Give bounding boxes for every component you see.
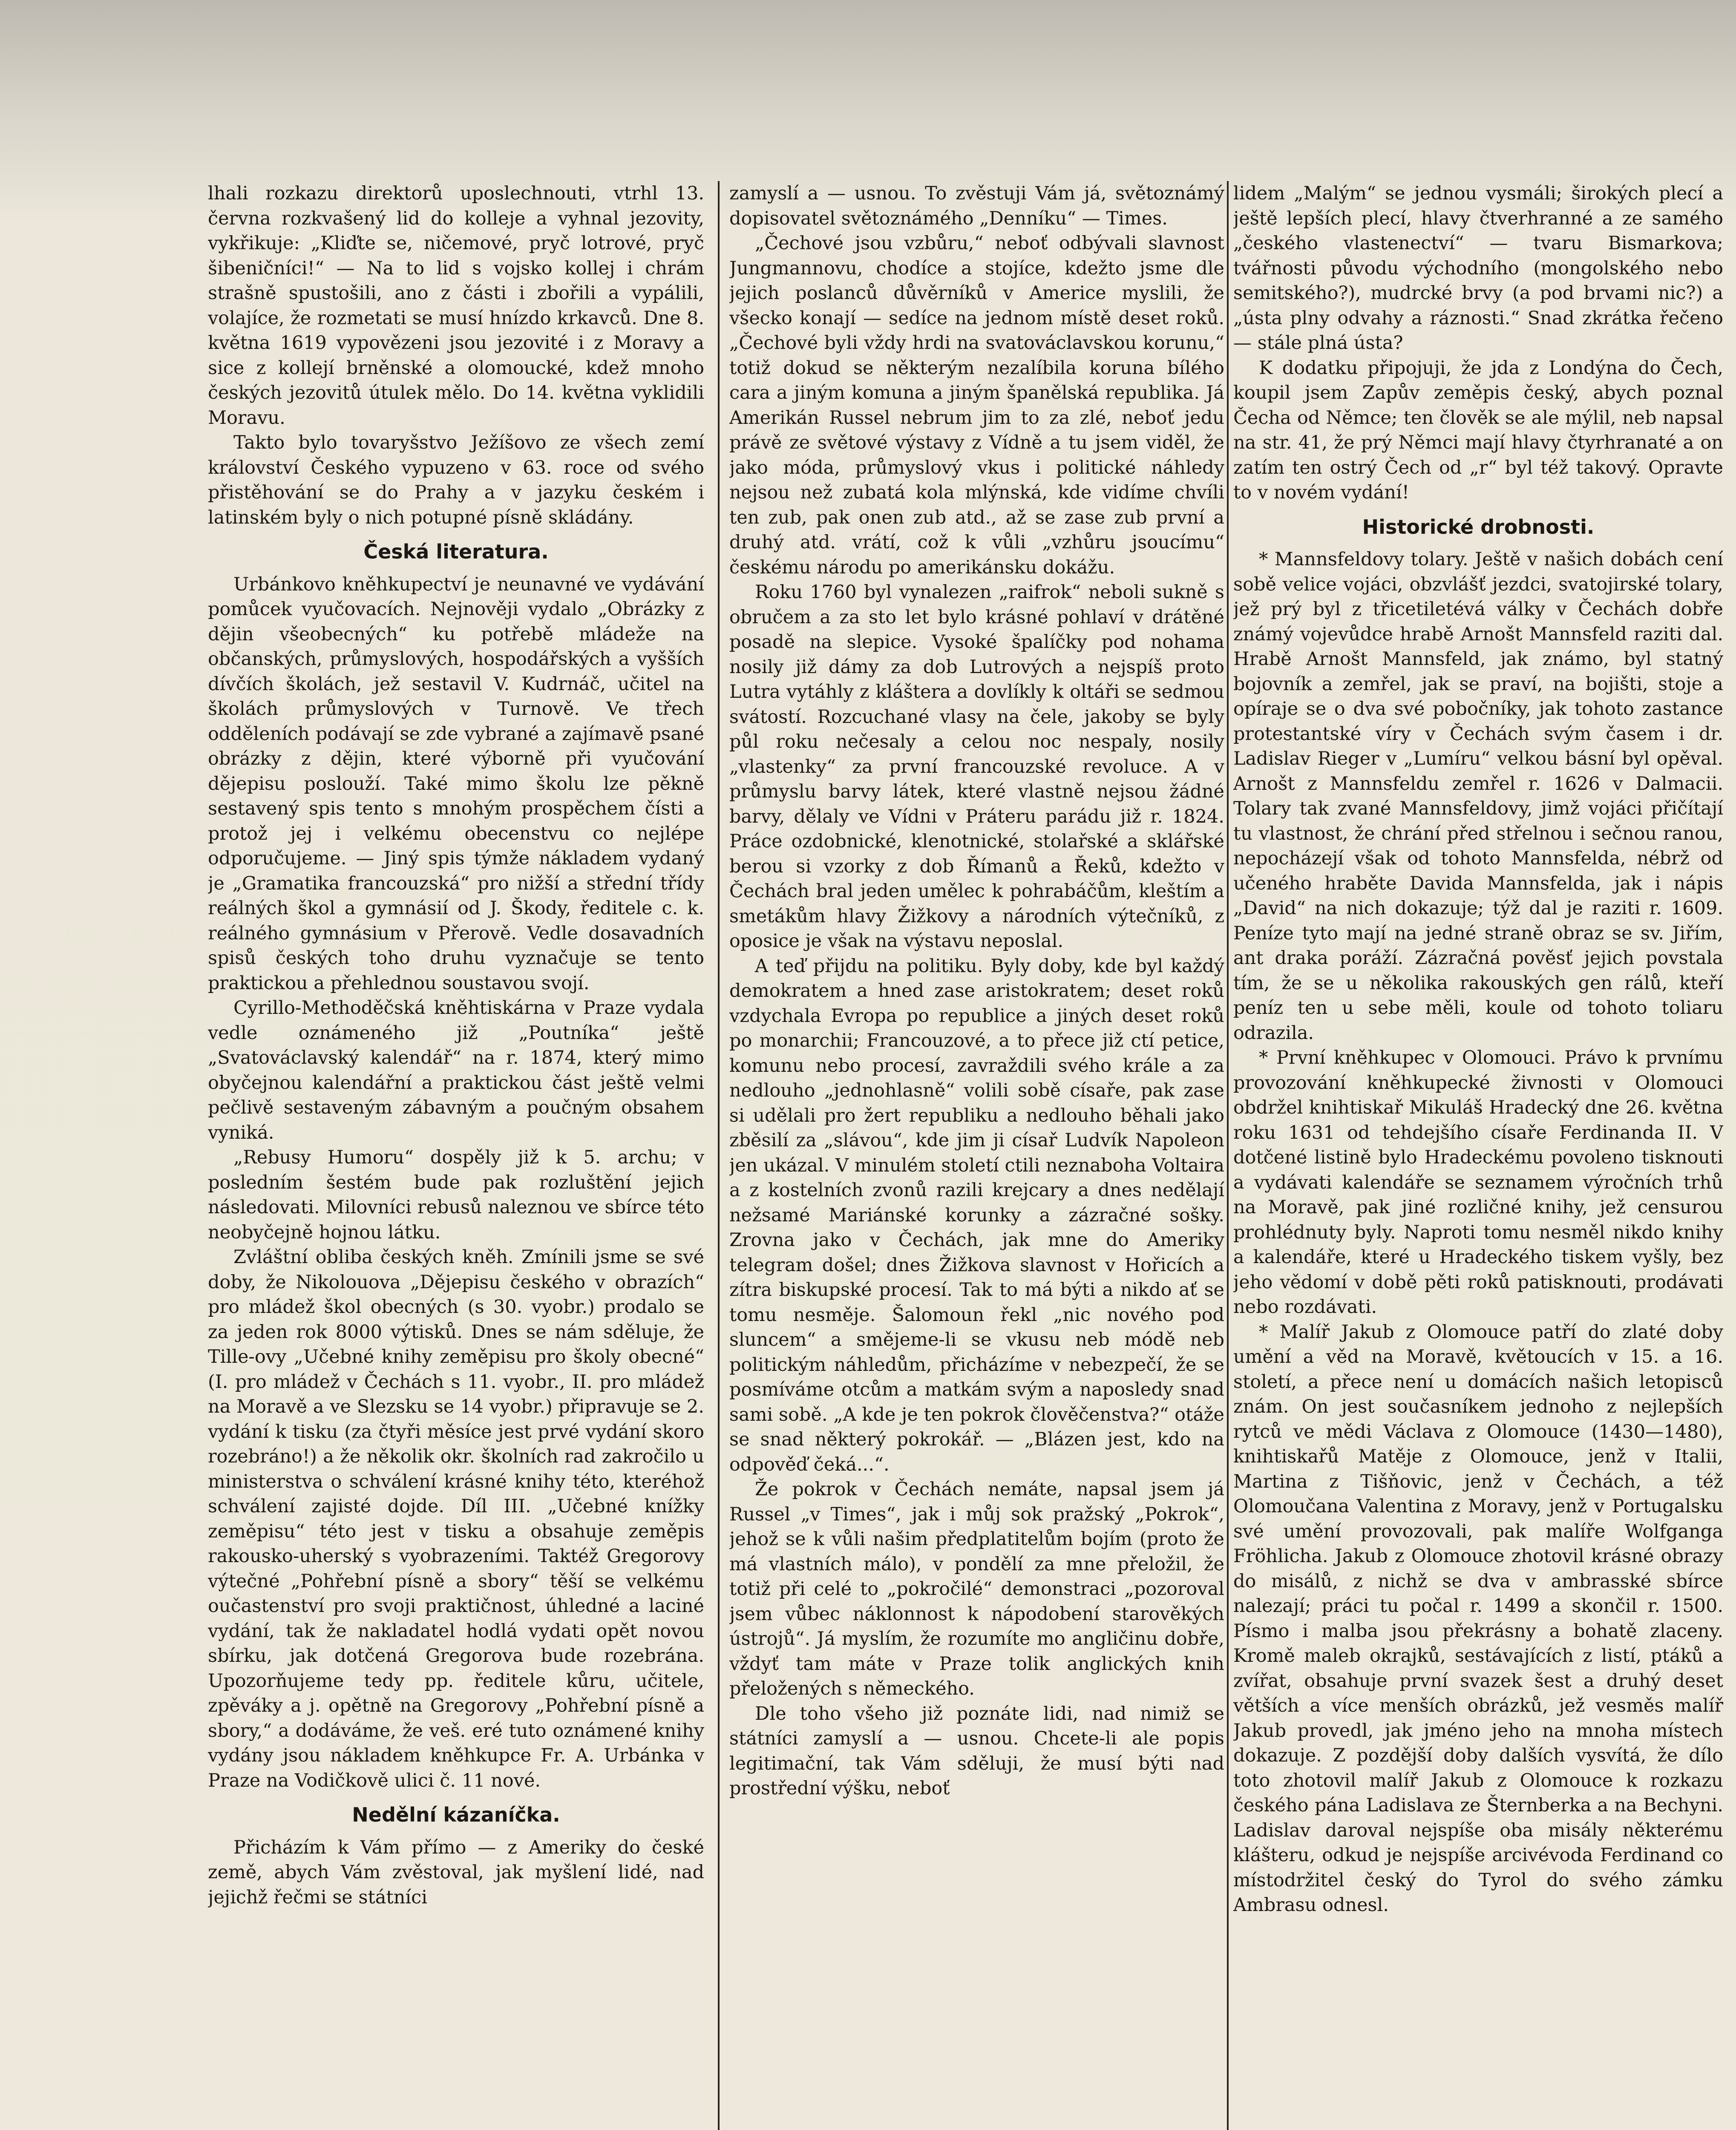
text-column-1 bbox=[208, 181, 704, 2130]
section-heading-historicke-drobnosti: Historické drobnosti. bbox=[1362, 515, 1595, 538]
section-heading-nedelni-kazanicka: Nedělní kázaníčka. bbox=[352, 1803, 560, 1826]
paragraph: lidem „Malým“ se jednou vysmáli; širokých plecí a ještě lepších plecí, hlavy čtverhranné a ze samého „českého vlastenectví“ — tvaru Bismarkova; tvářnosti původu východního (mongolského nebo semitského?), mudrcké brvy (a pod brvami nic?) a „ústa plny odvahy a ráznosti.“ Snad zkrátka řečeno — stále plná ústa? bbox=[1233, 183, 1723, 354]
paragraph: Přicházím k Vám přímo — z Ameriky do české země, abych Vám zvěstoval, jak myšlení lidé, nad jejichž řečmi se státníci bbox=[208, 1836, 704, 1908]
paragraph: lhali rozkazu direktorů uposlechnouti, vtrhl 13. června rozkvašený lid do kolleje a vyhnal jezovity, vykřikuje: „Kliďte se, ničemové, pryč lotrové, pryč šibeničníci!“ — Na to lid s vojsko kollej i chrám strašně spustošili, ano z části i zbořili a vypálili, volajíce, že rozmetati se musí hnízdo krkavců. Dne 8. května 1619 vypovězeni jsou jezovité i z Moravy a sice z kollejí brněnské a olomoucké, kdež mnoho českých jezovitů útulek mělo. Do 14. května vyklidili Moravu. bbox=[208, 183, 704, 429]
text-column-3 bbox=[1233, 181, 1723, 2130]
column-rule-left bbox=[718, 181, 720, 2130]
paragraph: A teď přijdu na politiku. Byly doby, kde byl každý demokratem a hned zase aristokratem; deset roků vzdychala Evropa po republice a jiných deset roků po monarchii; Francouzové, a to přece již ctí petice, komunu nebo procesí, zavraždili svého krále a za nedlouho „jednohlasně“ volili sobě císaře, pak zase si udělali pro žert republiku a nedlouho běhali jako zběsilí za „slávou“, kde jim ji císař Ludvík Napoleon jen ukázal. V minulém století ctili neznaboha Voltaira a z kostelních zvonů razili krejcary a dnes nedělají nežsamé Mariánské korunky a zázračné sošky. Zrovna jako v Čechách, jak mne do Ameriky telegram došel; dnes Žižkova slavnost v Hořicích a zítra biskupské procesí. Tak to má býti a nikdo ať se tomu nesměje. Šalomoun řekl „nic nového pod sluncem“ a smějeme-li se vkusu neb módě neb politickým náhledům, přicházíme v nebezpečí, že se posmíváme otcům a matkám svým a naposledy snad sami sobě. „A kde je ten pokrok člověčenstva?“ otáže se snad některý pokrokář. — „Blázen jest, kdo na odpověď čeká...“. bbox=[729, 955, 1224, 1475]
paragraph: * Mannsfeldovy tolary. Ještě v našich dobách cení sobě velice vojáci, obzvlášť jezdci, svatojirské tolary, jež prý byl z třicetiletévá války v Čechách dobře známý vojevůdce hrabě Arnošt Mannsfeld raziti dal. Hrabě Arnošt Mannsfeld, jak známo, byl statný bojovník a zemřel, jak se praví, na bojišti, stoje a opíraje se o dva své pobočníky, jak tohoto zastance protestantské víry v Čechách svým časem i dr. Ladislav Rieger v „Lumíru“ velkou básní byl opěval. Arnošt z Mannsfeldu zemřel r. 1626 v Dalmacii. Tolary tak zvané Mannsfeldovy, jimž vojáci přičítají tu vlastnost, že chrání před střelnou i sečnou ranou, nepocházejí však od tohoto Mannsfelda, nébrž od učeného hraběte Davida Mannsfelda, jak i nápis „David“ na nich dokazuje; týž dal je raziti r. 1609. Peníze tyto mají na jedné straně obraz se sv. Jiřím, ant draka poráží. Zázračná pověsť jejich povstala tím, že se u několika rakouských gen rálů, kteří peníz ten u sebe měli, koule od tohoto toliaru odrazila. bbox=[1233, 549, 1723, 1044]
paragraph: Zvláštní obliba českých kněh. Zmínili jsme se své doby, že Nikolouova „Dějepisu českého v obrazích“ pro mládež škol obecných (s 30. vyobr.) prodalo se za jeden rok 8000 výtisků. Dnes se nám sděluje, že Tille-ovy „Učebné knihy zeměpisu pro školy obecné“ (I. pro mládež v Čechách s 11. vyobr., II. pro mládež na Moravě a ve Slezsku se 14 vyobr.) připravuje se 2. vydání k tisku (za čtyři měsíce jest prvé vydání skoro rozebráno!) a že několik okr. školních rad zakročilo u ministerstva o schválení krásné knihy této, kteréhož schválení zajisté dojde. Díl III. „Učebné knížky zeměpisu“ této jest v tisku a obsahuje zeměpis rakousko-uherský s vyobrazeními. Taktéž Gregorovy výtečné „Pohřební písně a sbory“ těší se velkému oučastenství pro svoji praktičnost, úhledné a laciné vydání, tak že nakladatel hodlá vydati opět novou sbírku, jak dotčená Gregorova bude rozebrána. Upozorňujeme tedy pp. ředitele kůru, učitele, zpěváky a j. opětně na Gregorovy „Pohřební písně a sbory,“ a dodáváme, že veš. eré tuto oznámené knihy vydány jsou nákladem kněhkupce Fr. A. Urbánka v Praze na Vodičkově ulici č. 11 nové. bbox=[208, 1246, 704, 1791]
text-column-2 bbox=[729, 181, 1224, 2130]
column-rule-right bbox=[1227, 181, 1229, 2130]
paragraph: zamyslí a — usnou. To zvěstuji Vám já, světoznámý dopisovatel světoznámého „Denníku“ — Times. bbox=[729, 183, 1224, 229]
paragraph: * První kněhkupec v Olomouci. Právo k prvnímu provozování kněhkupecké živnosti v Olomouci obdržel knihtiskař Mikuláš Hradecký dne 26. května roku 1631 od tehdejšího císaře Ferdinanda II. V dotčené listině bylo Hradeckému povoleno tisknouti a vydávati kalendáře se seznamem výročních trhů na Moravě, pak jiné rozličné knihy, jež censurou prohlédnuty byly. Naproti tomu nesměl nikdo knihy a kalendáře, které u Hradeckého tiskem vyšly, bez jeho vědomí v době pěti roků patisknouti, prodávati nebo rozdávati. bbox=[1233, 1047, 1723, 1318]
paragraph: Cyrillo-Methoděčská kněhtiskárna v Praze vydala vedle oznámeného již „Poutníka“ ještě „Svatováclavský kalendář“ na r. 1874, který mimo obyčejnou kalendářní a praktickou část ještě velmi pečlivě sestaveným zábavným a poučným obsahem vyniká. bbox=[208, 997, 704, 1143]
paragraph: K dodatku připojuji, že jda z Londýna do Čech, koupil jsem Zapův zeměpis český, abych poznal Čecha od Němce; ten člověk se ale mýlil, neb napsal na str. 41, že prý Němci mají hlavy čtyrhranaté a on zatím ten ostrý Čech od „r“ byl též takový. Opravte to v novém vydání! bbox=[1233, 357, 1723, 503]
paragraph: Roku 1760 byl vynalezen „raifrok“ neboli sukně s obručem a za sto let bylo krásné pohlaví v drátěné posadě na slepice. Vysoké špalíčky pod nohama nosily již dámy za dob Lutrových a nejspíš proto Lutra vytáhly z kláštera a dovlíkly k oltáři se sedmou svátostí. Rozcuchané vlasy na čele, jakoby se byly půl roku nečesaly a celou noc nespaly, nosily „vlastenky“ za první francouzské revoluce. A v průmyslu barvy látek, které vlastně nejsou žádné barvy, dělaly ve Vídni v Práteru parádu již r. 1824. Práce ozdobnické, klenotnické, stolařské a sklářské berou si vzorky z dob Římanů a Řeků, kdežto v Čechách bral jeden umělec k pohrabáčům, kleštím a smetákům hlavy Žižkovy a národních výtečníků, z oposice je však na výstavu neposlal. bbox=[729, 581, 1224, 952]
section-heading-ceska-literatura: Česká literatura. bbox=[363, 540, 549, 563]
paragraph: Takto bylo tovaryšstvo Ježíšovo ze všech zemí království Českého vypuzeno v 63. roce od svého přistěhování se do Prahy a v jazyku českém i latinském byly o nich potupné písně skládány. bbox=[208, 432, 704, 528]
paragraph: „Čechové jsou vzbůru,“ neboť odbývali slavnost Jungmannovu, chodíce a stojíce, kdežto jsme dle jejich poslanců důvěrníků v Americe myslili, že všecko konají — sedíce na jednom místě deset roků. „Čechové byli vždy hrdi na svatováclavskou korunu,“ totiž dokud se některým nezalíbila koruna bílého cara a jiným komuna a jiným španělská republika. Já Amerikán Russel nebrum jim to za zlé, neboť jedu právě ze světové výstavy z Vídně a tu jsem viděl, že jako móda, průmyslový vkus i politické náhledy nejsou než zubatá kola mlýnská, kde vidíme chvíli ten zub, pak onen zub atd., až se zase zub první a druhý atd. vrátí, což k vůli „vzhůru jsoucímu“ českému národu po amerikánsku dokážu. bbox=[729, 233, 1224, 578]
paragraph: * Malíř Jakub z Olomouce patří do zlaté doby umění a věd na Moravě, květoucích v 15. a 16. století, a přece není u domácích našich letopisců znám. On jest současníkem jednoho z nejlepších rytců ve mědi Václava z Olomouce (1430—1480), knihtiskařů Matěje z Olomouce, jenž v Italii, Martina z Tišňovic, jenž v Čechách, a též Olomoučana Valentina z Moravy, jenž v Portugalsku své umění provozovali, pak malíře Wolfganga Fröhlicha. Jakub z Olomouce zhotovil krásné obrazy do misálů, z nichž se dva v ambrasské sbírce nalezají; práci tu počal r. 1499 a skončil r. 1500. Písmo i malba jsou překrásny a bohatě zlaceny. Kromě maleb okrajků, sestávajících z listí, ptáků a zvířat, obsahuje první svazek šest a druhý deset větších a více menších obrázků, jež vesměs malíř Jakub provedl, jak jméno jeho na mnoha místech dokazuje. Z pozdější doby dalších vysvítá, že dílo toto zhotovil malíř Jakub z Olomouce k rozkazu českého pána Ladislava ze Šternberka a na Bechyni. Ladislav daroval nejspíše oba misály některému klášteru, odkud je nejspíše arcivévoda Ferdinand co místodržitel český do Tyrol do svého zámku Ambrasu odnesl. bbox=[1233, 1321, 1723, 1916]
paragraph: Dle toho všeho již poznáte lidi, nad nimiž se státníci zamyslí a — usnou. Chcete-li ale popis legitimační, tak Vám sděluji, že musí býti nad prostřední výšku, neboť bbox=[729, 1703, 1224, 1799]
paragraph: Urbánkovo kněhkupectví je neunavné ve vydávání pomůcek vyučovacích. Nejnověji vydalo „Obrázky z dějin všeobecných“ ku potřebě mládeže na občanských, průmyslových, hospodářských a vyšších dívčích školách, jež sestavil V. Kudrnáč, učitel na školách průmyslových v Turnově. Ve třech odděleních podávají se zde vybrané a zajímavě psané obrázky z dějin, které výborně při vyučování dějepisu poslouží. Také mimo školu lze pěkně sestavený spis tento s mnohým prospěchem čísti a protož jej i velkému obecenstvu co nejlépe odporučujeme. — Jiný spis týmže nákladem vydaný je „Gramatika francouzská“ pro nižší a střední třídy reálných škol a gymnásií od J. Škody, ředitele c. k. reálného gymnásium v Přerově. Vedle dosavadních spisů českých toho druhu vyznačuje se tento praktickou a přehlednou soustavou svojí. bbox=[208, 573, 704, 994]
paragraph: „Rebusy Humoru“ dospěly již k 5. archu; v posledním šestém bude pak rozluštění jejich následovati. Milovníci rebusů naleznou ve sbírce této neobyčejně hojnou látku. bbox=[208, 1147, 704, 1243]
paragraph: Že pokrok v Čechách nemáte, napsal jsem já Russel „v Times“, jak i můj sok pražský „Pokrok“, jehož se k vůli našim předplatitelům bojím (proto že má vlastních málo), v pondělí za mne přeložil, že totiž při celé to „pokročilé“ demonstraci „pozoroval jsem vůbec náklonnost k nápodobení starověkých ústrojů“. Já myslím, že rozumíte mo angličinu dobře, vždyť tam máte v Praze tolik anglických knih přeložených s německého. bbox=[729, 1479, 1224, 1699]
